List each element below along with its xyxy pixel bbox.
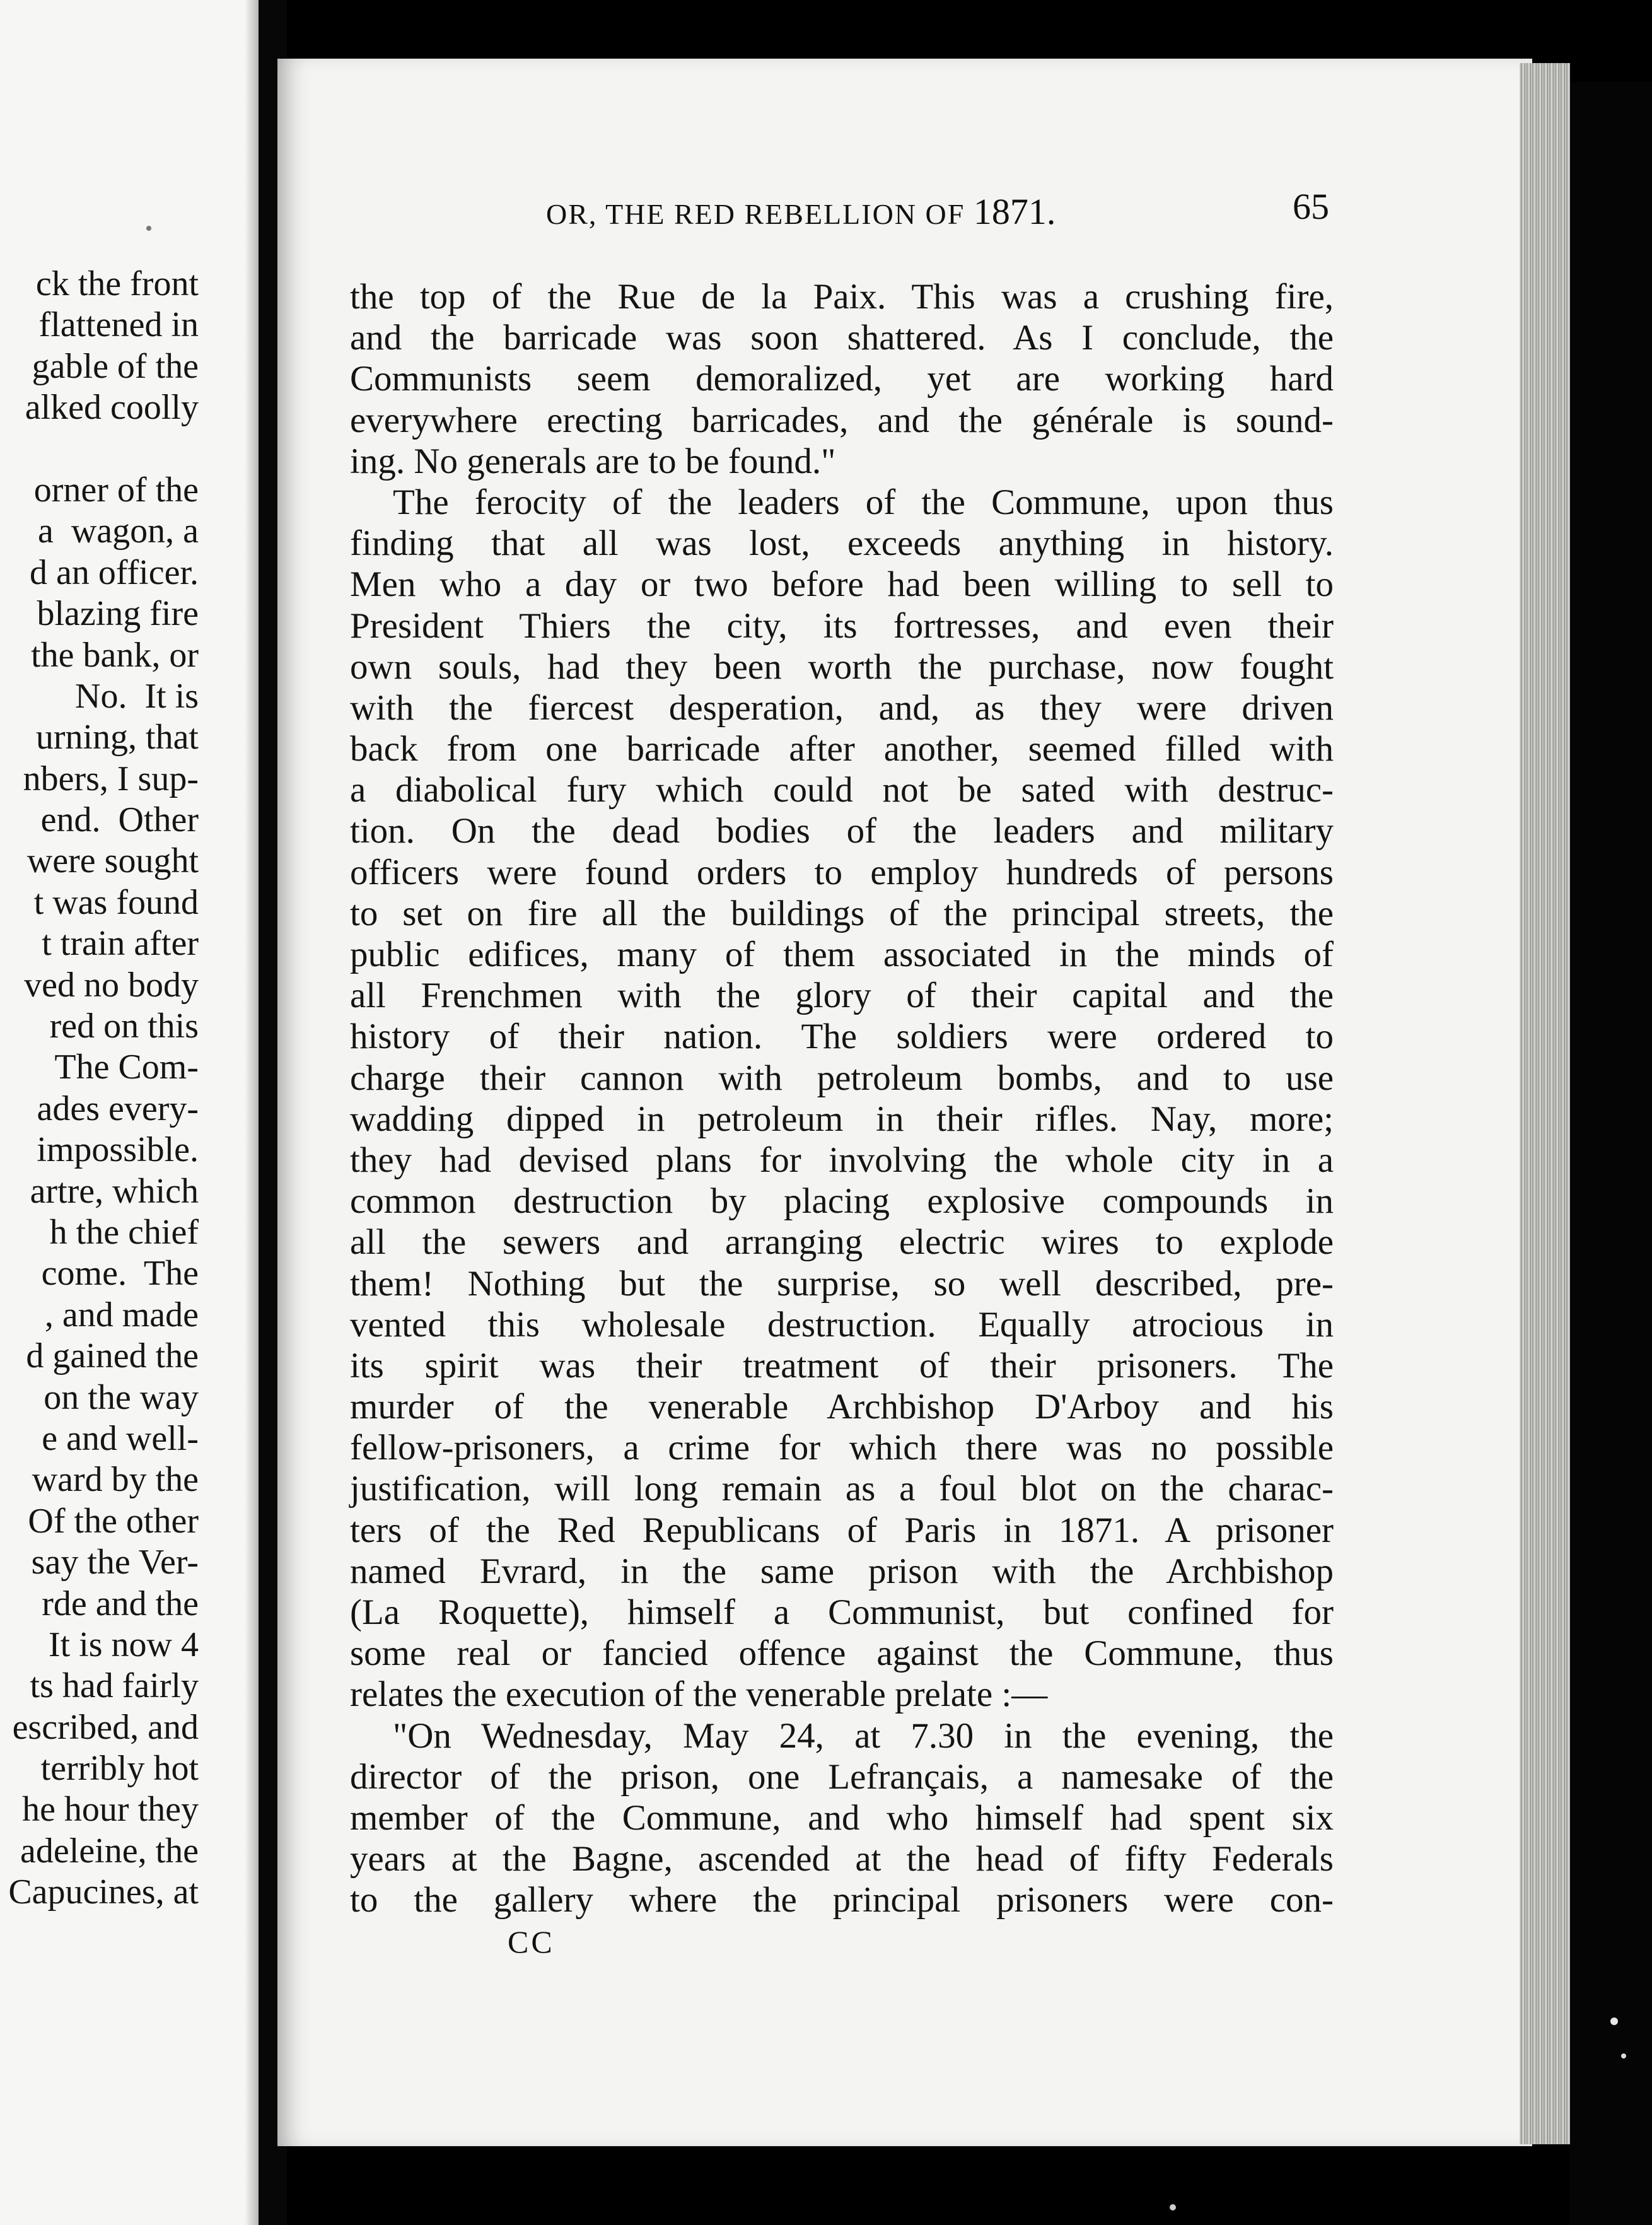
left-page-line: orner of the [33, 470, 199, 510]
left-page-line: ts had fairly [30, 1666, 199, 1706]
left-page-line: ward by the [32, 1460, 199, 1500]
left-page-line: a wagon, a [37, 511, 199, 551]
running-head-title: OR, THE RED REBELLION OF [546, 198, 965, 230]
left-page-line: flattened in [38, 305, 199, 345]
left-page-line: alked coolly [25, 388, 199, 428]
text-line: Communists seem demoralized, yet are working hard [350, 359, 1334, 399]
text-line: justification, will long remain as a foul blot on the charac- [350, 1469, 1334, 1509]
text-line: years at the Bagne, ascended at the head of fifty Federals [350, 1839, 1334, 1879]
text-line: charge their cannon with petroleum bombs, and to use [350, 1058, 1334, 1098]
left-page-line: Of the other [28, 1501, 199, 1541]
text-line: to the gallery where the principal prisoners were con- [350, 1880, 1334, 1920]
left-page-line: blazing fire [37, 594, 199, 634]
text-line: wadding dipped in petroleum in their rifles. Nay, more; [350, 1099, 1334, 1139]
text-line: ters of the Red Republicans of Paris in 1871. A prisoner [350, 1510, 1334, 1550]
text-line: director of the prison, one Lefrançais, a namesake of the [350, 1756, 1334, 1797]
left-page-line: d gained the [26, 1336, 199, 1376]
text-line: named Evrard, in the same prison with the Archbishop [350, 1551, 1334, 1591]
text-line: history of their nation. The soldiers were ordered to [350, 1017, 1334, 1057]
text-line: all the sewers and arranging electric wires to explode [350, 1222, 1334, 1263]
text-line: back from one barricade after another, seemed filled with [350, 729, 1334, 769]
scan-background [1570, 82, 1652, 2225]
text-line: finding that all was lost, exceeds anything in history. [350, 523, 1334, 564]
text-line: them! Nothing but the surprise, so well described, pre- [350, 1263, 1334, 1304]
left-page-line: say the Ver- [31, 1543, 199, 1582]
text-line: its spirit was their treatment of their prisoners. The [350, 1345, 1334, 1386]
text-line: all Frenchmen with the glory of their capital and the [350, 976, 1334, 1016]
text-line: member of the Commune, and who himself had spent six [350, 1797, 1334, 1838]
text-line: ing. No generals are to be found." [350, 441, 836, 481]
text-line: relates the execution of the venerable prelate :— [350, 1674, 1048, 1715]
text-line: The ferocity of the leaders of the Commune, upon thus [393, 482, 1334, 522]
left-page-line: e and well- [42, 1418, 199, 1458]
text-line: with the fiercest desperation, and, as they were driven [350, 687, 1334, 728]
text-line: some real or fancied offence against the Commune, thus [350, 1633, 1334, 1674]
left-page [0, 0, 259, 2225]
left-page-line: end. Other [40, 800, 199, 840]
left-page-line: No. It is [75, 676, 199, 716]
left-page-line: terribly hot [40, 1749, 199, 1789]
left-page-line: gable of the [32, 346, 199, 386]
page-number: 65 [1293, 186, 1329, 227]
text-line: own souls, had they been worth the purchase, now fought [350, 646, 1334, 687]
text-line: officers were found orders to employ hundreds of persons [350, 852, 1334, 892]
left-page-line: ades every- [37, 1089, 199, 1128]
left-page-line: urning, that [35, 718, 199, 757]
text-line: the top of the Rue de la Paix. This was a crushing fire, [350, 277, 1334, 317]
text-line: tion. On the dead bodies of the leaders and military [350, 811, 1334, 851]
left-page-text [0, 264, 199, 1913]
text-line: public edifices, many of them associated in the minds of [350, 935, 1334, 974]
left-page-line: adeleine, the [20, 1831, 199, 1871]
text-line: a diabolical fury which could not be sated with destruc- [350, 770, 1334, 810]
left-page-line: t was found [33, 882, 199, 922]
left-page-line [0, 429, 199, 470]
left-page-line: impossible. [37, 1130, 199, 1170]
page-edge [1520, 63, 1570, 2144]
running-head [546, 190, 1353, 233]
left-page-line: the bank, or [31, 635, 199, 675]
text-line: to set on fire all the buildings of the principal streets, the [350, 893, 1334, 933]
left-page-line: on the way [44, 1377, 199, 1417]
signature-mark: CC [508, 1924, 555, 1959]
left-page-line: It is now 4 [49, 1625, 199, 1664]
text-line: Men who a day or two before had been willing to sell to [350, 564, 1334, 605]
text-line: everywhere erecting barricades, and the générale is sound- [350, 400, 1334, 440]
text-line: murder of the venerable Archbishop D'Arboy and his [350, 1387, 1334, 1427]
left-page-line: h the chief [49, 1212, 199, 1252]
left-page-line: , and made [44, 1295, 199, 1334]
left-page-line: come. The [41, 1254, 199, 1294]
left-page-line: nbers, I sup- [23, 759, 199, 798]
text-line: (La Roquette), himself a Communist, but confined for [350, 1592, 1334, 1632]
left-page-line: artre, which [30, 1171, 199, 1211]
left-page-line: The Com- [54, 1048, 199, 1087]
gutter-shadow [245, 0, 259, 2225]
left-page-line: were sought [26, 841, 199, 881]
left-page-line: escribed, and [12, 1707, 199, 1747]
text-line: they had devised plans for involving the whole city in a [350, 1140, 1334, 1180]
left-page-line: d an officer. [30, 552, 199, 592]
text-line: "On Wednesday, May 24, at 7.30 in the evening, the [393, 1715, 1334, 1756]
left-page-line: t train after [42, 924, 199, 964]
left-page-line: Capucines, at [8, 1872, 199, 1912]
left-page-line: he hour they [22, 1790, 199, 1830]
body-text [350, 276, 1334, 1921]
text-line: and the barricade was soon shattered. As I conclude, the [350, 318, 1334, 358]
text-line: President Thiers the city, its fortresses, and even their [350, 605, 1334, 646]
running-head-year: 1871. [973, 191, 1056, 232]
left-page-line: red on this [49, 1007, 199, 1046]
text-line: common destruction by placing explosive compounds in [350, 1181, 1334, 1222]
text-line: vented this wholesale destruction. Equally atrocious in [350, 1304, 1334, 1345]
text-line: fellow-prisoners, a crime for which there was no possible [350, 1428, 1334, 1468]
left-page-line: rde and the [42, 1584, 199, 1623]
left-page-line: ved no body [24, 965, 199, 1005]
left-page-line: ck the front [35, 264, 199, 303]
